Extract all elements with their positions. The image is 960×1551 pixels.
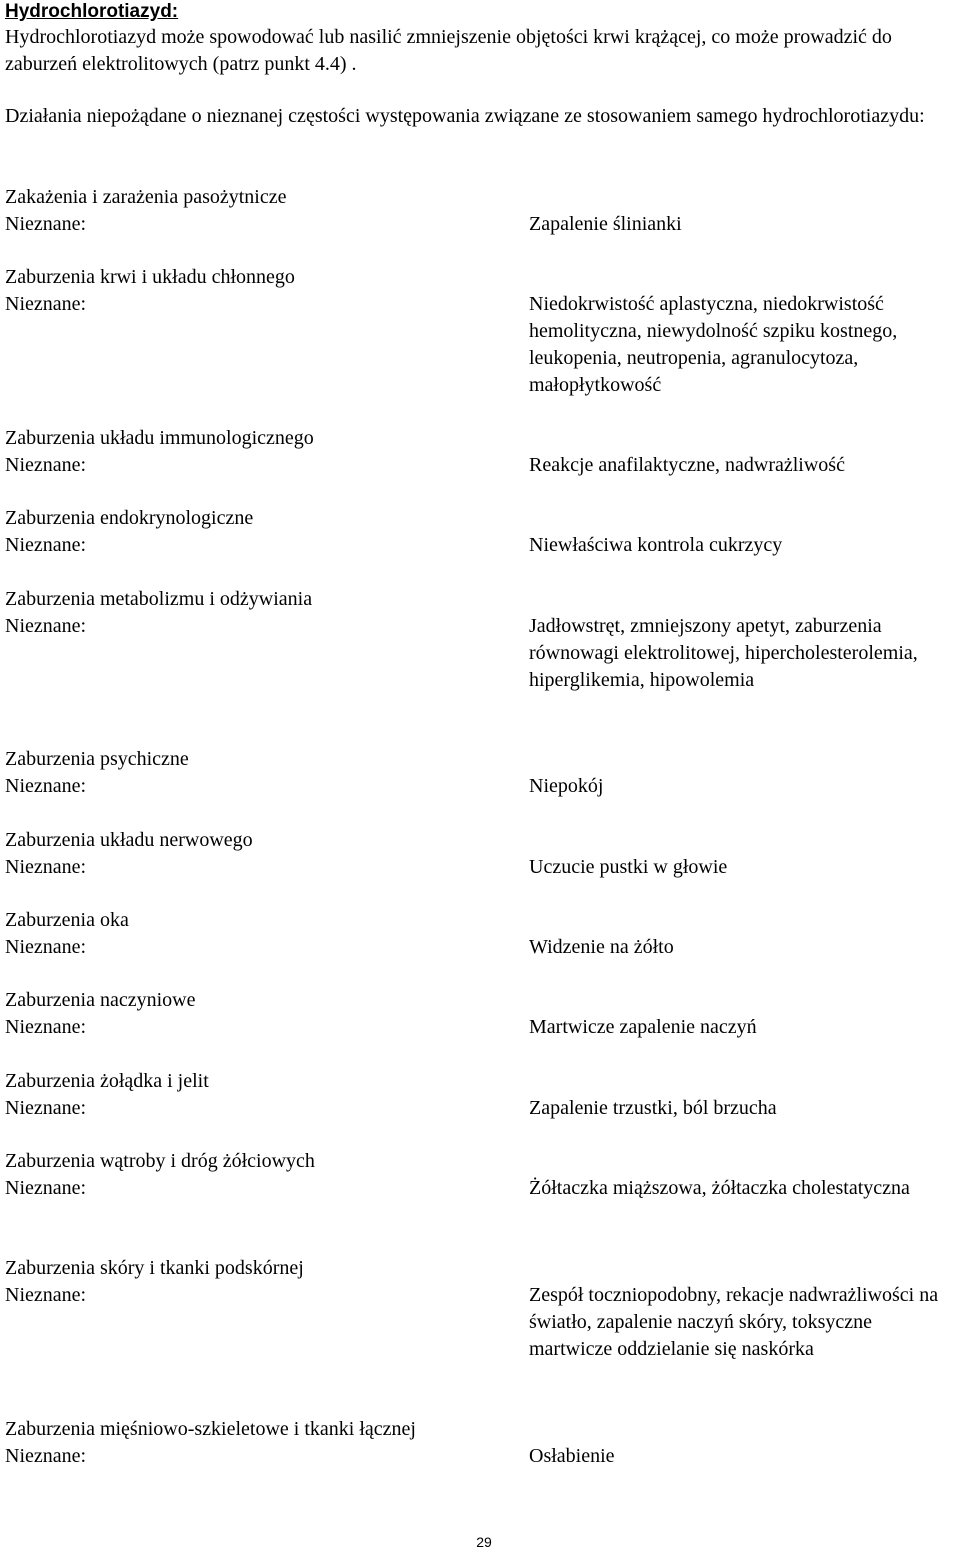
adverse-effects: Zapalenie ślinianki xyxy=(529,213,682,235)
frequency-label: Nieznane: xyxy=(5,534,87,556)
adverse-effects: Niedokrwistość aplastyczna, niedokrwistość hemolityczna, niewydolność szpiku kostnego, leukopenia, neutropenia, agranulocytoza, małopłytkowość xyxy=(529,293,898,396)
category-title: Zaburzenia mięśniowo-szkieletowe i tkanki łącznej xyxy=(5,1418,416,1440)
frequency-label: Nieznane: xyxy=(5,856,87,878)
adverse-effects: Osłabienie xyxy=(529,1445,615,1467)
category-title: Zaburzenia endokrynologiczne xyxy=(5,507,254,529)
frequency-label: Nieznane: xyxy=(5,936,87,958)
frequency-label: Nieznane: xyxy=(5,1284,87,1306)
category-title: Zaburzenia układu immunologicznego xyxy=(5,427,314,449)
frequency-label: Nieznane: xyxy=(5,293,87,315)
adverse-effects: Martwicze zapalenie naczyń xyxy=(529,1016,757,1038)
category-title: Zaburzenia psychiczne xyxy=(5,748,189,770)
frequency-label: Nieznane: xyxy=(5,1097,87,1119)
adverse-effects: Niewłaściwa kontrola cukrzycy xyxy=(529,534,783,556)
adverse-effects: Reakcje anafilaktyczne, nadwrażliwość xyxy=(529,454,845,476)
category-title: Zaburzenia naczyniowe xyxy=(5,989,196,1011)
adverse-effects: Zapalenie trzustki, ból brzucha xyxy=(529,1097,777,1119)
frequency-label: Nieznane: xyxy=(5,213,87,235)
frequency-label: Nieznane: xyxy=(5,615,87,637)
category-title: Zaburzenia oka xyxy=(5,909,129,931)
adverse-effects: Niepokój xyxy=(529,775,604,797)
intro-paragraph: Hydrochlorotiazyd może spowodować lub nasilić zmniejszenie objętości krwi krążącej, co może prowadzić do zaburzeń elektrolitowych (patrz punkt 4.4) . xyxy=(5,26,892,75)
frequency-label: Nieznane: xyxy=(5,1016,87,1038)
adverse-effects: Uczucie pustki w głowie xyxy=(529,856,728,878)
category-title: Zaburzenia metabolizmu i odżywiania xyxy=(5,588,313,610)
lead-paragraph: Działania niepożądane o nieznanej częstości występowania związane ze stosowaniem samego hydrochlorotiazydu: xyxy=(5,105,925,127)
category-title: Zaburzenia wątroby i dróg żółciowych xyxy=(5,1150,315,1172)
adverse-effects: Jadłowstręt, zmniejszony apetyt, zaburzenia równowagi elektrolitowej, hipercholesterolemia, hiperglikemia, hipowolemia xyxy=(529,615,918,691)
adverse-effects: Widzenie na żółto xyxy=(529,936,674,958)
category-title: Zaburzenia żołądka i jelit xyxy=(5,1070,209,1092)
category-title: Zaburzenia skóry i tkanki podskórnej xyxy=(5,1257,304,1279)
adverse-effects: Zespół toczniopodobny, rekacje nadwrażliwości na światło, zapalenie naczyń skóry, toksyczne martwicze oddzielanie się naskórka xyxy=(529,1284,939,1360)
category-title: Zakażenia i zarażenia pasożytnicze xyxy=(5,186,287,208)
category-title: Zaburzenia krwi i układu chłonnego xyxy=(5,266,295,288)
adverse-effects: Żółtaczka miąższowa, żółtaczka cholestatyczna xyxy=(529,1177,910,1199)
category-title: Zaburzenia układu nerwowego xyxy=(5,829,253,851)
page-number: 29 xyxy=(476,1534,492,1550)
frequency-label: Nieznane: xyxy=(5,454,87,476)
frequency-label: Nieznane: xyxy=(5,1177,87,1199)
frequency-label: Nieznane: xyxy=(5,775,87,797)
frequency-label: Nieznane: xyxy=(5,1445,87,1467)
section-heading: Hydrochlorotiazyd: xyxy=(5,1,179,22)
